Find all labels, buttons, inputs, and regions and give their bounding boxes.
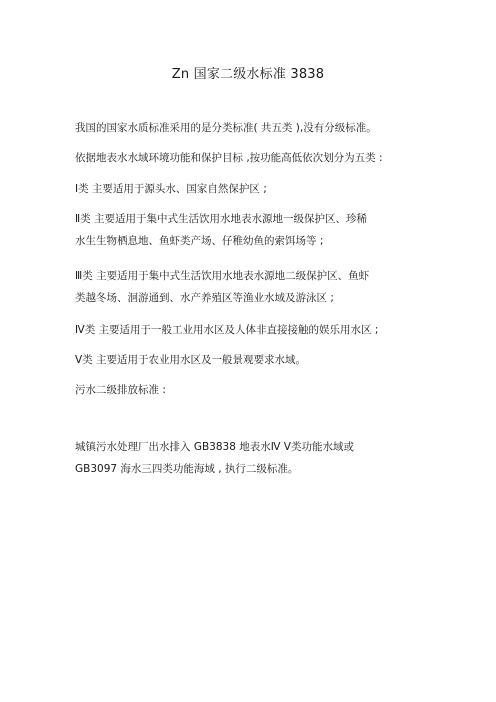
document-title: Zn 国家二级水标准 3838 [171,67,325,82]
class-3-paragraph [75,265,445,309]
intro-paragraph: 我国的国家水质标准采用的是分类标准( 共五类 ),没有分级标准。 [75,122,377,134]
class-3-line-2: 类越冬场、洄游通到、水产养殖区等渔业水域及游泳区 ; [75,292,334,304]
discharge-paragraph [75,436,445,480]
class-1-paragraph: Ⅰ类 主要适用于源头水、国家自然保护区 ; [75,183,267,195]
classification-basis-paragraph: 依据地表水水域环境功能和保护目标 ,按功能高低依次划分为五类 : [75,152,383,164]
discharge-line-2: GB3097 海水三四类功能海域 , 执行二级标准。 [75,463,299,475]
discharge-heading: 污水二级排放标准 : [75,384,166,396]
class-2-line-1: Ⅱ类 主要适用于集中式生活饮用水地表水源地一级保护区、珍稀 [75,213,368,225]
class-5-paragraph: Ⅴ类 主要适用于农业用水区及一般景观要求水域。 [75,354,307,366]
class-4-paragraph: Ⅳ类 主要适用于一般工业用水区及人体非直接接触的娱乐用水区 ; [75,324,379,336]
class-2-paragraph [75,208,445,252]
class-2-line-2: 水生生物栖息地、鱼虾类产场、仔稚幼鱼的索饵场等 ; [75,235,324,247]
class-3-line-1: Ⅲ类 主要适用于集中式生活饮用水地表水源地二级保护区、鱼虾 [75,270,370,282]
discharge-line-1: 城镇污水处理厂出水排入 GB3838 地表水Ⅳ Ⅴ类功能水域或 [75,441,354,453]
